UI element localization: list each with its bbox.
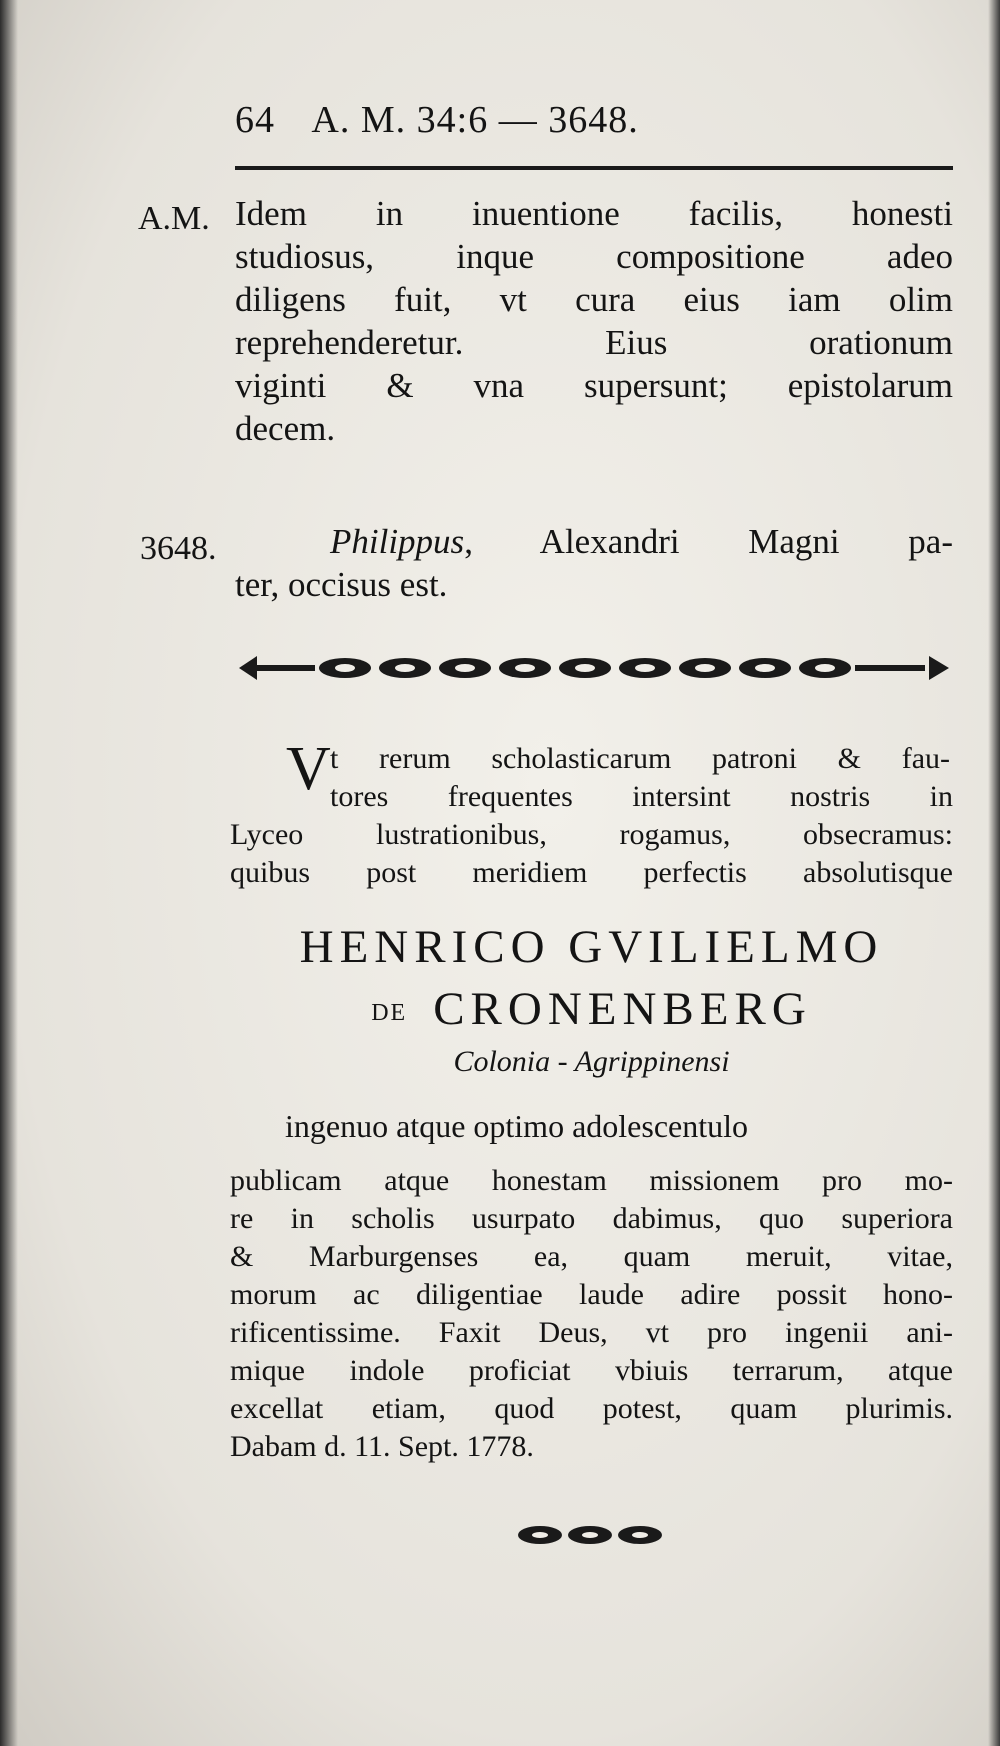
text-line: Idem in inuentione facilis, honesti bbox=[235, 194, 953, 233]
text-line: tores frequentes intersint nostris in bbox=[330, 780, 953, 813]
text-fragment: , Alexandri Magni pa- bbox=[464, 522, 953, 561]
text-line: quibus post meridiem perfectis absolutisque bbox=[230, 856, 953, 889]
text-line: viginti & vna supersunt; epistolarum bbox=[235, 366, 953, 405]
text-line: rificentissime. Faxit Deus, vt pro ingenii ani- bbox=[230, 1316, 953, 1349]
entry-paragraph-1 bbox=[235, 192, 953, 450]
notice-intro-first bbox=[330, 740, 950, 778]
text-line: studiosus, inque compositione adeo bbox=[235, 237, 953, 276]
text-line: morum ac diligentiae laude adire possit hono- bbox=[230, 1278, 953, 1311]
honoree-origin: Colonia - Agrippinensi bbox=[453, 1045, 730, 1078]
text-line: diligens fuit, vt cura eius iam olim bbox=[235, 280, 953, 319]
text-line: mique indole proficiat vbiuis terrarum, atque bbox=[230, 1354, 953, 1387]
name-prefix: DE bbox=[371, 999, 408, 1026]
ornament-divider bbox=[235, 648, 953, 688]
text-line: excellat etiam, quod potest, quam plurimis. bbox=[230, 1392, 953, 1425]
drop-cap: V bbox=[286, 735, 331, 803]
running-header bbox=[235, 98, 667, 142]
tail-ornament bbox=[515, 1520, 665, 1550]
text-line: re in scholis usurpato dabimus, quo superiora bbox=[230, 1202, 953, 1235]
honoree-descriptor: ingenuo atque optimo adolescentulo bbox=[285, 1108, 748, 1144]
page-number: 64 bbox=[235, 99, 275, 141]
text-line bbox=[235, 520, 953, 563]
honoree-name-line2 bbox=[230, 982, 953, 1036]
page-edge-shadow-right bbox=[988, 0, 1000, 1746]
honoree-surname: CRONENBERG bbox=[433, 983, 812, 1035]
text-line: publicam atque honestam missionem pro mo- bbox=[230, 1164, 953, 1197]
honoree-name-line1: HENRICO GVILIELMO bbox=[299, 921, 884, 973]
header-rule bbox=[235, 166, 953, 170]
page-edge-shadow-left bbox=[0, 0, 18, 1746]
margin-label-year: 3648. bbox=[140, 530, 217, 567]
text-line: & Marburgenses ea, quam meruit, vitae, bbox=[230, 1240, 953, 1273]
header-title: A. M. 34:6 — 3648. bbox=[311, 99, 639, 141]
margin-label-am: A.M. bbox=[138, 200, 210, 237]
person-name: Philippus bbox=[330, 522, 465, 561]
text-line: ter, occisus est. bbox=[235, 565, 448, 604]
text-line: t rerum scholasticarum patroni & fau- bbox=[330, 742, 950, 775]
notice-intro bbox=[230, 778, 953, 892]
text-line: decem. bbox=[235, 409, 336, 448]
entry-paragraph-2 bbox=[235, 520, 953, 606]
text-line: Lyceo lustrationibus, rogamus, obsecramus: bbox=[230, 818, 953, 851]
date-line: Dabam d. 11. Sept. 1778. bbox=[230, 1430, 534, 1463]
notice-body bbox=[230, 1162, 953, 1466]
text-line: reprehenderetur. Eius orationum bbox=[235, 323, 953, 362]
